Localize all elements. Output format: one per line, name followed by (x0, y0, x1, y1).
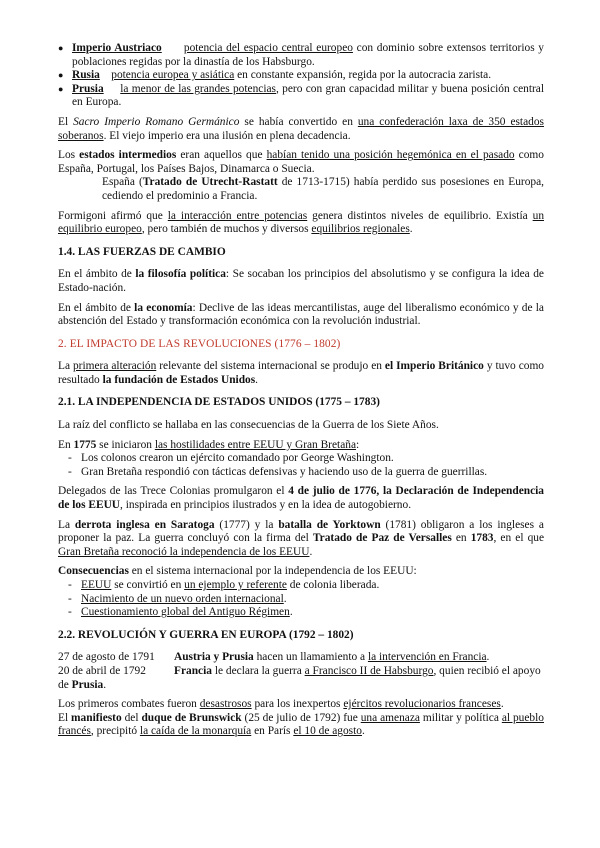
paragraph-economia: En el ámbito de la economía: Declive de las ideas mercantilistas, auge del liberalismo económico y de la abstención del Estado y transformación económica con la revolución industrial. (58, 301, 544, 328)
paragraph-primera-alteracion: La primera alteración relevante del sistema internacional se produjo en el Imperio Británico y tuvo como resultado la fundación de Estados Unidos. (58, 360, 544, 386)
heading-independencia-eeuu: 2.1. LA INDEPENDENCIA DE ESTADOS UNIDOS (1775 – 1783) (58, 396, 380, 409)
list-item: - Gran Bretaña respondió con tácticas defensivas y haciendo uso de la guerra de guerrillas. (68, 465, 488, 478)
bullet-icon: ● (58, 70, 64, 81)
heading-revolucion-guerra: 2.2. REVOLUCIÓN Y GUERRA EN EUROPA (1792 – 1802) (58, 628, 354, 641)
great-powers-list (58, 42, 544, 110)
list-item: - Nacimiento de un nuevo orden internacional. (68, 592, 287, 605)
list-item: ● Imperio Austriaco potencia del espacio central europeo con dominio sobre extensos territorios y poblaciones regidas por la dinastía de los Habsburgo. (58, 42, 545, 68)
paragraph-raiz-conflicto: La raíz del conflicto se hallaba en las consecuencias de la Guerra de los Siete Años. (58, 419, 439, 432)
paragraph-manifiesto-brunswick: El manifiesto del duque de Brunswick (25 de julio de 1792) fue una amenaza militar y política al pueblo francés, precipitó la caída de la monarquía en París el 10 de agosto. (58, 711, 544, 738)
paragraph-espana: España (Tratado de Utrecht-Rastatt de 1713-1715) había perdido sus posesiones en Europa, cediendo el predominio a Francia. (102, 176, 544, 202)
bullet-icon: ● (58, 83, 64, 94)
consequences-list (58, 579, 544, 620)
paragraph-estados-intermedios: Los estados intermedios eran aquellos que habían tenido una posición hegemónica en el pasado como España, Portugal, los Países Bajos, Dinamarca o Suecia. (58, 149, 544, 175)
list-item: - Los colonos crearon un ejército comandado por George Washington. (68, 452, 394, 465)
paragraph-consecuencias: Consecuencias en el sistema internacional por la independencia de los EEUU: (58, 565, 417, 578)
timeline-date: 27 de agosto de 1791 (58, 651, 155, 664)
paragraph-formigoni: Formigoni afirmó que la interacción entre potencias genera distintos niveles de equilibrio. Existía un equilibrio europeo, pero también de muchos y diversos equilibrios regionales. (58, 209, 545, 236)
timeline-date: 20 de abril de 1792 (58, 664, 146, 677)
bullet-icon: ● (58, 43, 64, 53)
hostilities-list (58, 452, 544, 479)
paragraph-1775: En 1775 se iniciaron las hostilidades entre EEUU y Gran Bretaña: (58, 438, 360, 451)
paragraph-primeros-combates: Los primeros combates fueron desastrosos para los inexpertos ejércitos revolucionarios franceses. (58, 698, 504, 711)
list-item: ● Rusia potencia europea y asiática en constante expansión, regida por la autocracia zarista. (58, 69, 492, 82)
heading-impacto-revoluciones: 2. EL IMPACTO DE LAS REVOLUCIONES (1776 – 1802) (58, 337, 341, 350)
list-item: - EEUU se convirtió en un ejemplo y referente de colonia liberada. (68, 579, 380, 591)
list-item: ● Prusia la menor de las grandes potencias, pero con gran capacidad militar y buena posición central en Europa. (58, 82, 544, 109)
document-body (58, 42, 544, 739)
timeline-event: Austria y Prusia hacen un llamamiento a la intervención en Francia. (174, 651, 490, 664)
heading-fuerzas-cambio: 1.4. LAS FUERZAS DE CAMBIO (58, 245, 226, 258)
paragraph-saratoga: La derrota inglesa en Saratoga (1777) y la batalla de Yorktown (1781) obligaron a los ingleses a proponer la paz. La guerra concluyó con la firma del Tratado de Paz de Versalles en 1783, en el que Gran Bretaña reconoció la independencia de los EEUU. (58, 518, 545, 558)
timeline-row (58, 651, 544, 665)
paragraph-filosofia-politica: En el ámbito de la filosofía política: Se socaban los principios del absolutismo y se configura la idea de Estado-nación. (58, 268, 544, 294)
paragraph-declaracion: Delegados de las Trece Colonias promulgaron el 4 de julio de 1776, la Declaración de Independencia de los EEUU, inspirada en principios ilustrados y en la idea de autogobierno. (58, 485, 544, 512)
list-item: - Cuestionamiento global del Antiguo Régimen. (68, 606, 293, 619)
timeline-row: 20 de abril de 1792 Francia le declara la guerra a Francisco II de Habsburgo, quien recibió el apoyo de Prusia. (58, 664, 541, 691)
paragraph-sacro-imperio: El Sacro Imperio Romano Germánico se había convertido en una confederación laxa de 350 estados soberanos. El viejo imperio era una ilusión en plena decadencia. (58, 115, 544, 142)
